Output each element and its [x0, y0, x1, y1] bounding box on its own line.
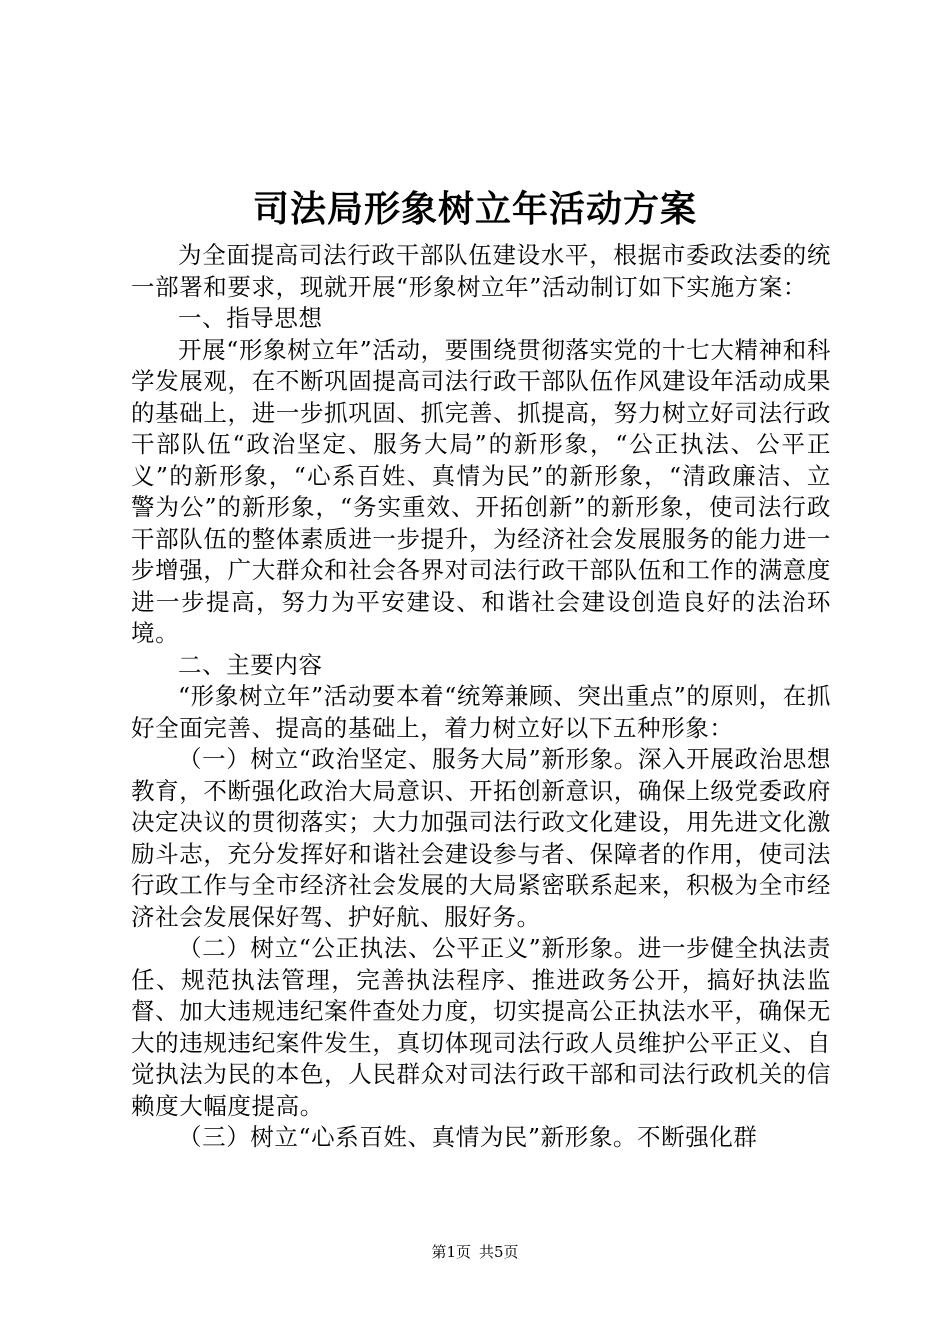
page-footer [0, 1242, 950, 1262]
document-title: 司法局形象树立年活动方案 [252, 189, 697, 230]
item-two-paragraph: （二）树立“公正执法、公平正义”新形象。进一步健全执法责任、规范执法管理，完善执法程序、推进政务公开，搞好执法监督、加大违规违纪案件查处力度，切实提高公正执法水平，确保无大的违规违纪案件发生，真切体现司法行政人员维护公平正义、自觉执法为民的本色，人民群众对司法行政干部和司法行政机关的信赖度大幅度提高。 [131, 934, 831, 1120]
document-body [131, 240, 831, 1154]
item-three-paragraph: （三）树立“心系百姓、真情为民”新形象。不断强化群 [178, 1123, 758, 1151]
section-heading-guiding-ideology: 一、指导思想 [178, 304, 323, 332]
intro-paragraph: 为全面提高司法行政干部队伍建设水平，根据市委政法委的统一部署和要求，现就开展“形象树立年”活动制订如下实施方案： [131, 241, 831, 301]
item-one-paragraph: （一）树立“政治坚定、服务大局”新形象。深入开展政治思想教育，不断强化政治大局意识、开拓创新意识，确保上级党委政府决定决议的贯彻落实；大力加强司法行政文化建设，用先进文化激励斗志，充分发挥好和谐社会建设参与者、保障者的作用，使司法行政工作与全市经济社会发展的大局紧密联系起来，积极为全市经济社会发展保好驾、护好航、服好务。 [131, 745, 831, 931]
main-content-paragraph: “形象树立年”活动要本着“统筹兼顾、突出重点”的原则，在抓好全面完善、提高的基础上，着力树立好以下五种形象： [131, 682, 831, 742]
guiding-ideology-paragraph: 开展“形象树立年”活动，要围绕贯彻落实党的十七大精神和科学发展观，在不断巩固提高司法行政干部队伍作风建设年活动成果的基础上，进一步抓巩固、抓完善、抓提高，努力树立好司法行政干部队伍“政治坚定、服务大局”的新形象，“公正执法、公平正义”的新形象，“心系百姓、真情为民”的新形象，“清政廉洁、立警为公”的新形象，“务实重效、开拓创新”的新形象，使司法行政干部队伍的整体素质进一步提升，为经济社会发展服务的能力进一步增强，广大群众和社会各界对司法行政干部队伍和工作的满意度进一步提高，努力为平安建设、和谐社会建设创造良好的法治环境。 [131, 335, 831, 647]
section-heading-main-content: 二、主要内容 [178, 650, 323, 679]
page-number: 第1页 [431, 1243, 471, 1261]
page-total: 共5页 [479, 1243, 519, 1261]
